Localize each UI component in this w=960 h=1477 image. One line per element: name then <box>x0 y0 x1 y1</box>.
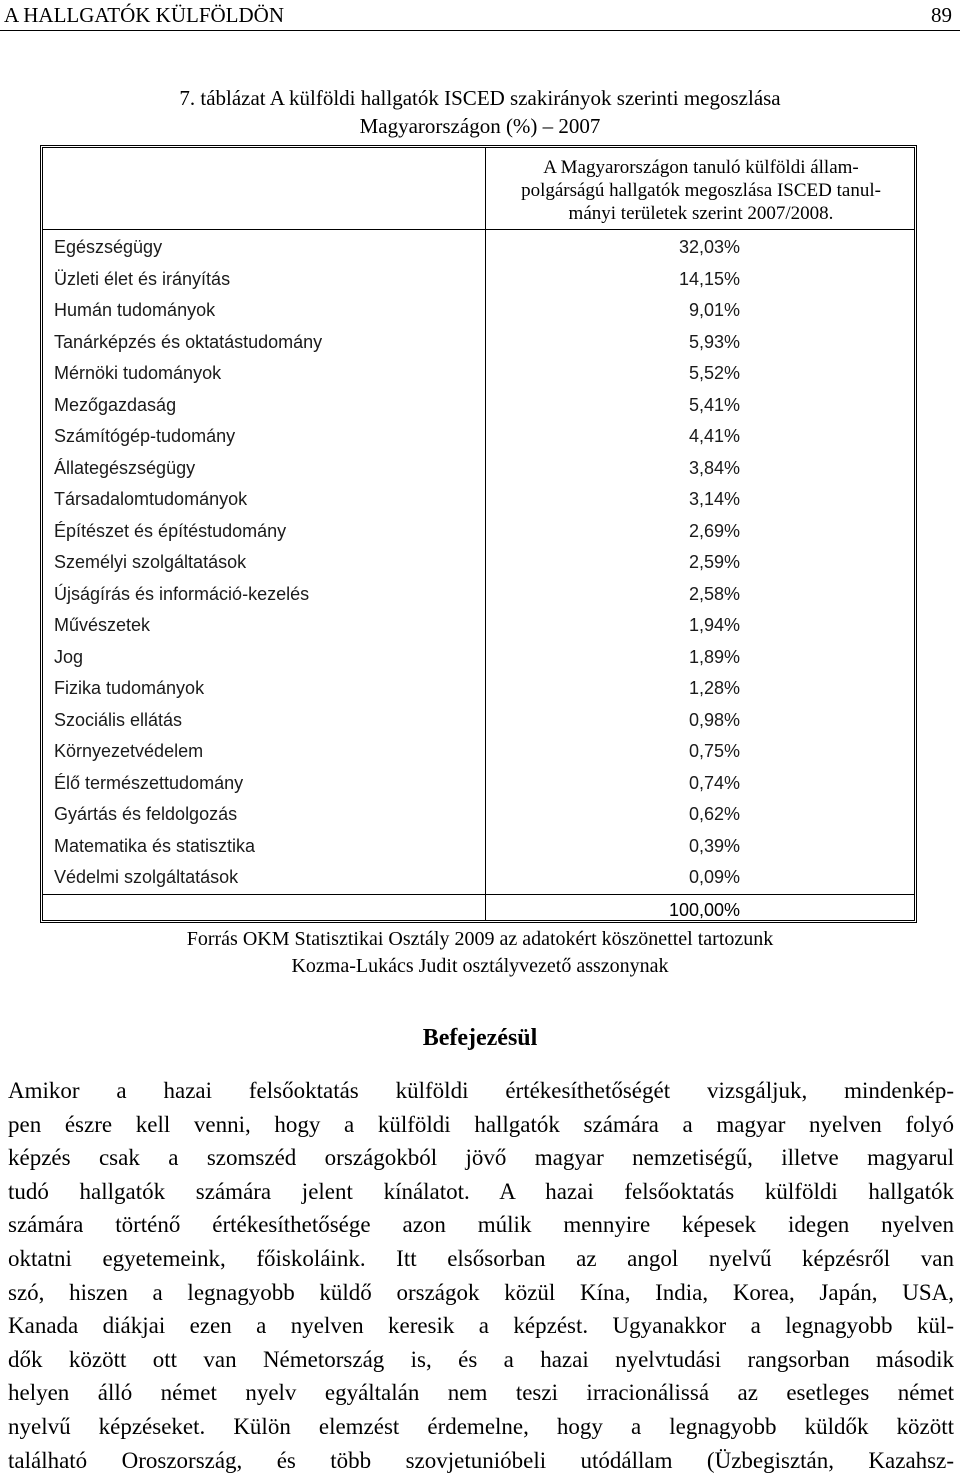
isced-distribution-table <box>40 145 917 923</box>
row-value: 4,41% <box>688 426 740 446</box>
paragraph-line: pen észre kell venni, hogy a külföldi hallgatók számára a magyar nyelven folyó <box>8 1111 954 1137</box>
table-row <box>43 831 914 863</box>
paragraph-line: képzés csak a szomszéd országokból jövő magyar nemzetiségű, illetve magyarul <box>8 1145 954 1171</box>
row-value: 2,58% <box>688 583 740 604</box>
section-heading: Befejezésül <box>422 1025 538 1051</box>
table-total-divider <box>43 894 914 895</box>
table-row <box>43 327 914 359</box>
row-label: Mezőgazdaság <box>54 394 177 415</box>
row-label: Jog <box>54 646 84 667</box>
row-value: 3,84% <box>688 457 740 478</box>
table-row <box>43 579 914 611</box>
row-value: 1,89% <box>688 646 740 667</box>
table-row <box>43 768 914 800</box>
column-header-line: polgárságú hallgatók megoszlása ISCED tanul- <box>521 180 881 201</box>
table-row <box>43 358 914 390</box>
table-row <box>43 421 914 453</box>
column-header-line: A Magyarországon tanuló külföldi állam- <box>543 157 859 178</box>
page-number: 89 <box>931 3 952 27</box>
paragraph-line: Kanada diákjai ezen a nyelven keresik a képzést. Ugyanakkor a legnagyobb kül- <box>8 1313 954 1339</box>
table-caption-line-1: 7. táblázat A külföldi hallgatók ISCED szakirányok szerinti megoszlása <box>179 86 781 110</box>
row-value: 14,15% <box>678 268 740 289</box>
row-label: Egészségügy <box>54 237 163 257</box>
row-label: Állategészségügy <box>54 457 196 478</box>
row-label: Fizika tudományok <box>54 678 205 698</box>
row-value: 1,94% <box>688 615 740 635</box>
paragraph-line: helyen álló német nyelv egyáltalán nem teszi irracionálissá az esetleges német <box>8 1380 954 1406</box>
table-row <box>43 453 914 485</box>
table-row <box>43 610 914 642</box>
table-row <box>43 516 914 548</box>
source-note-line-1: Forrás OKM Statisztikai Osztály 2009 az adatokért köszönettel tartozunk <box>186 928 774 950</box>
row-value: 2,59% <box>688 552 740 572</box>
table-total-value: 100,00% <box>668 900 740 920</box>
row-value: 5,52% <box>688 363 740 383</box>
row-value: 1,28% <box>688 678 740 698</box>
paragraph-line: szó, hiszen a legnagyobb küldő országok közül Kína, India, Korea, Japán, USA, <box>8 1279 954 1305</box>
paragraph-line: Amikor a hazai felsőoktatás külföldi értékesíthetőségét vizsgáljuk, mindenkép- <box>8 1078 954 1103</box>
table-row <box>43 295 914 327</box>
row-value: 0,62% <box>688 804 740 824</box>
row-value: 0,75% <box>688 741 740 761</box>
row-label: Élő természettudomány <box>54 772 244 793</box>
row-label: Tanárképzés és oktatástudomány <box>54 331 323 352</box>
row-label: Személyi szolgáltatások <box>54 552 247 572</box>
running-header-title: A HALLGATÓK KÜLFÖLDÖN <box>4 3 284 27</box>
row-value: 5,41% <box>688 394 740 415</box>
table-column-header <box>489 156 913 225</box>
table-body <box>43 232 914 894</box>
row-value: 0,39% <box>688 835 740 856</box>
source-note-line-2: Kozma-Lukács Judit osztályvezető asszonynak <box>291 955 669 977</box>
table-row <box>43 547 914 579</box>
row-label: Humán tudományok <box>54 300 216 320</box>
row-value: 9,01% <box>688 300 740 320</box>
running-header <box>0 0 960 31</box>
row-value: 5,93% <box>688 331 740 352</box>
row-label: Környezetvédelem <box>54 741 204 761</box>
row-value: 32,03% <box>678 237 740 257</box>
paragraph-line: nyelvű képzéseket. Külön elemzést érdemelne, hogy a legnagyobb küldők között <box>8 1413 954 1439</box>
table-row <box>43 736 914 768</box>
paragraph-line: található Oroszország, és több szovjetunióbeli utódállam (Üzbegisztán, Kazahsz- <box>8 1447 954 1473</box>
row-label: Számítógép-tudomány <box>54 426 236 446</box>
table-row <box>43 484 914 516</box>
row-value: 0,09% <box>688 867 740 887</box>
row-label: Építészet és építéstudomány <box>54 520 287 541</box>
row-label: Újságírás és információ-kezelés <box>54 583 310 604</box>
paragraph-line: oktatni egyetemeink, főiskoláink. Itt elsősorban az angol nyelvű képzésről van <box>8 1245 954 1271</box>
table-row <box>43 390 914 422</box>
row-value: 0,74% <box>688 772 740 793</box>
row-label: Művészetek <box>54 615 151 635</box>
row-label: Gyártás és feldolgozás <box>54 804 238 824</box>
row-value: 0,98% <box>688 709 740 730</box>
table-row <box>43 642 914 674</box>
row-label: Üzleti élet és irányítás <box>54 268 231 289</box>
table-row <box>43 673 914 705</box>
row-label: Védelmi szolgáltatások <box>54 867 239 887</box>
table-row <box>43 264 914 296</box>
table-row <box>43 232 914 264</box>
row-value: 2,69% <box>688 520 740 541</box>
row-value: 3,14% <box>688 489 740 509</box>
paragraph-line: számára történő értékesíthetősége azon múlik mennyire képesek idegen nyelven <box>8 1212 954 1238</box>
column-header-line: mányi területek szerint 2007/2008. <box>568 203 834 224</box>
paragraph-line: dők között ott van Németország is, és a hazai nyelvtudási rangsorban második <box>8 1346 954 1372</box>
row-label: Matematika és statisztika <box>54 835 256 856</box>
row-label: Szociális ellátás <box>54 709 183 730</box>
row-label: Mérnöki tudományok <box>54 363 222 383</box>
body-paragraph <box>8 1074 954 1477</box>
row-label: Társadalomtudományok <box>54 489 248 509</box>
table-row <box>43 799 914 831</box>
table-row <box>43 705 914 737</box>
paragraph-line: tudó hallgatók számára jelent kínálatot. A hazai felsőoktatás külföldi hallgatók <box>8 1178 954 1204</box>
table-caption-line-2: Magyarországon (%) – 2007 <box>359 114 601 138</box>
table-row <box>43 862 914 894</box>
table-header-divider <box>43 229 914 230</box>
